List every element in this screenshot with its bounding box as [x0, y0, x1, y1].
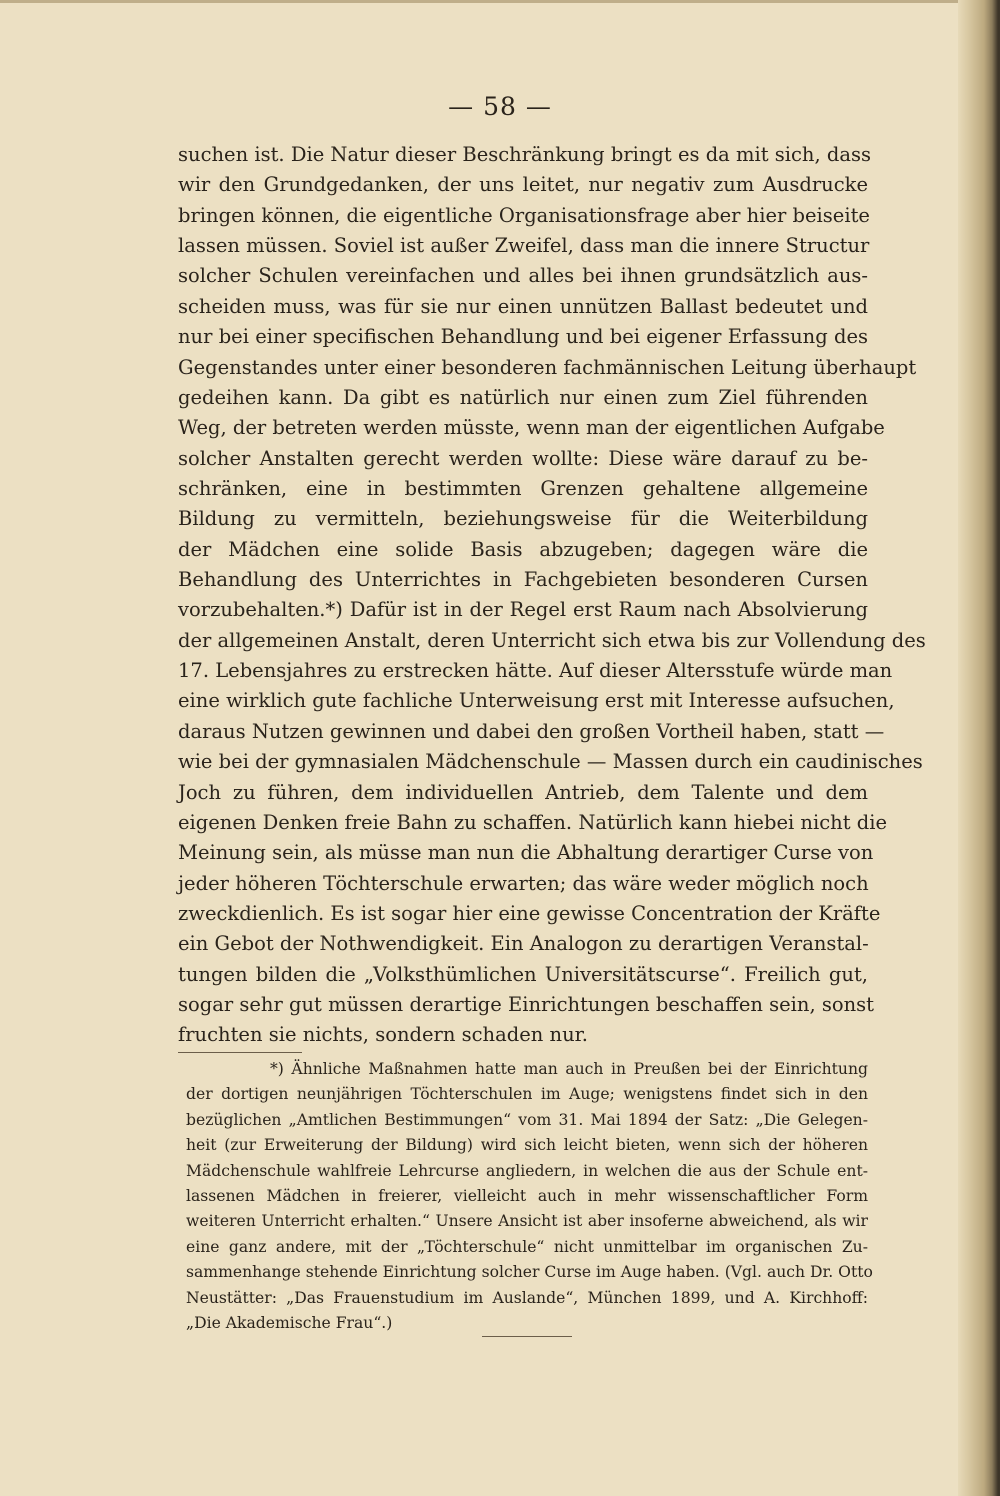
footnote-line: lassenen Mädchen in freierer, vielleicht auch in mehr wissenschaftlicher Form	[186, 1186, 868, 1205]
body-line: tungen bilden die „Volksthümlichen Universitätscurse“. Freilich gut,	[178, 962, 868, 986]
footnote-line: *) Ähnliche Maßnahmen hatte man auch in Preußen bei der Einrichtung	[270, 1060, 868, 1078]
body-line: solcher Anstalten gerecht werden wollte: Diese wäre darauf zu be-	[178, 446, 868, 470]
body-line: bringen können, die eigentliche Organisationsfrage aber hier beiseite	[178, 203, 870, 227]
body-line: Joch zu führen, dem individuellen Antrieb, dem Talente und dem	[178, 780, 868, 804]
body-line: suchen ist. Die Natur dieser Beschränkung bringt es da mit sich, dass	[178, 143, 872, 166]
footnote-line: „Die Akademische Frau“.)	[186, 1313, 393, 1332]
body-line: 17. Lebensjahres zu erstrecken hätte. Auf dieser Altersstufe würde man	[178, 659, 893, 683]
body-line: fruchten sie nichts, sondern schaden nur.	[178, 1023, 589, 1047]
body-line: der Mädchen eine solide Basis abzugeben; dagegen wäre die	[178, 537, 868, 561]
body-line: daraus Nutzen gewinnen und dabei den großen Vortheil haben, statt —	[178, 719, 885, 743]
footnote-line: bezüglichen „Amtlichen Bestimmungen“ vom 31. Mai 1894 der Satz: „Die Gelegen-	[186, 1110, 868, 1129]
footnote	[186, 1057, 873, 1336]
end-separator	[482, 1336, 572, 1337]
body-line: scheiden muss, was für sie nur einen unnützen Ballast bedeutet und	[178, 294, 868, 318]
body-line: solcher Schulen vereinfachen und alles bei ihnen grundsätzlich aus-	[178, 264, 868, 288]
body-line: gedeihen kann. Da gibt es natürlich nur einen zum Ziel führenden	[178, 385, 868, 409]
body-line: eigenen Denken freie Bahn zu schaffen. Natürlich kann hiebei nicht die	[178, 810, 887, 834]
body-line: lassen müssen. Soviel ist außer Zweifel, dass man die innere Structur	[178, 234, 870, 258]
body-line: jeder höheren Töchterschule erwarten; das wäre weder möglich noch	[178, 871, 869, 895]
footnote-line: sammenhange stehende Einrichtung solcher Curse im Auge haben. (Vgl. auch Dr. Otto	[186, 1263, 873, 1282]
footnote-line: Mädchenschule wahlfreie Lehrcurse angliedern, in welchen die aus der Schule ent-	[186, 1161, 868, 1180]
body-line: zweckdienlich. Es ist sogar hier eine gewisse Concentration der Kräfte	[178, 901, 881, 925]
footnote-line: weiteren Unterricht erhalten.“ Unsere Ansicht ist aber insoferne abweichend, als wir	[186, 1212, 868, 1231]
body-line: wir den Grundgedanken, der uns leitet, nur negativ zum Ausdrucke	[178, 173, 868, 197]
footnote-separator	[178, 1052, 302, 1053]
body-line: Gegenstandes unter einer besonderen fachmännischen Leitung überhaupt	[178, 355, 917, 379]
body-line: vorzubehalten.*) Dafür ist in der Regel erst Raum nach Absolvierung	[178, 598, 868, 622]
body-line: Weg, der betreten werden müsste, wenn man der eigentlichen Aufgabe	[178, 416, 885, 440]
footnote-line: der dortigen neunjährigen Töchterschulen im Auge; wenigstens findet sich in den	[186, 1085, 868, 1104]
body-line: Meinung sein, als müsse man nun die Abhaltung derartiger Curse von	[178, 841, 874, 865]
body-line: der allgemeinen Anstalt, deren Unterricht sich etwa bis zur Vollendung des	[178, 628, 926, 652]
body-line: schränken, eine in bestimmten Grenzen gehaltene allgemeine	[178, 476, 868, 500]
body-line: sogar sehr gut müssen derartige Einrichtungen beschaffen sein, sonst	[178, 993, 875, 1017]
body-line: Bildung zu vermitteln, beziehungsweise für die Weiterbildung	[178, 507, 868, 531]
body-line: wie bei der gymnasialen Mädchenschule — Massen durch ein caudinisches	[178, 750, 923, 774]
footnote-line: heit (zur Erweiterung der Bildung) wird sich leicht bieten, wenn sich der höheren	[186, 1136, 868, 1155]
body-line: Behandlung des Unterrichtes in Fachgebieten besonderen Cursen	[178, 568, 868, 592]
body-line: eine wirklich gute fachliche Unterweisung erst mit Interesse aufsuchen,	[178, 689, 895, 713]
body-line: nur bei einer specifischen Behandlung und bei eigener Erfassung des	[178, 325, 868, 349]
page-number: — 58 —	[448, 92, 552, 121]
footnote-line: Neustätter: „Das Frauenstudium im Auslande“, München 1899, und A. Kirchhoff:	[186, 1288, 868, 1307]
book-spine-shadow	[958, 0, 1000, 1496]
body-line: ein Gebot der Nothwendigkeit. Ein Analogon zu derartigen Veranstal-	[178, 932, 869, 956]
body-text	[178, 140, 926, 1051]
footnote-line: eine ganz andere, mit der „Töchterschule“ nicht unmittelbar im organischen Zu-	[186, 1237, 868, 1256]
page-top-edge	[0, 0, 980, 3]
